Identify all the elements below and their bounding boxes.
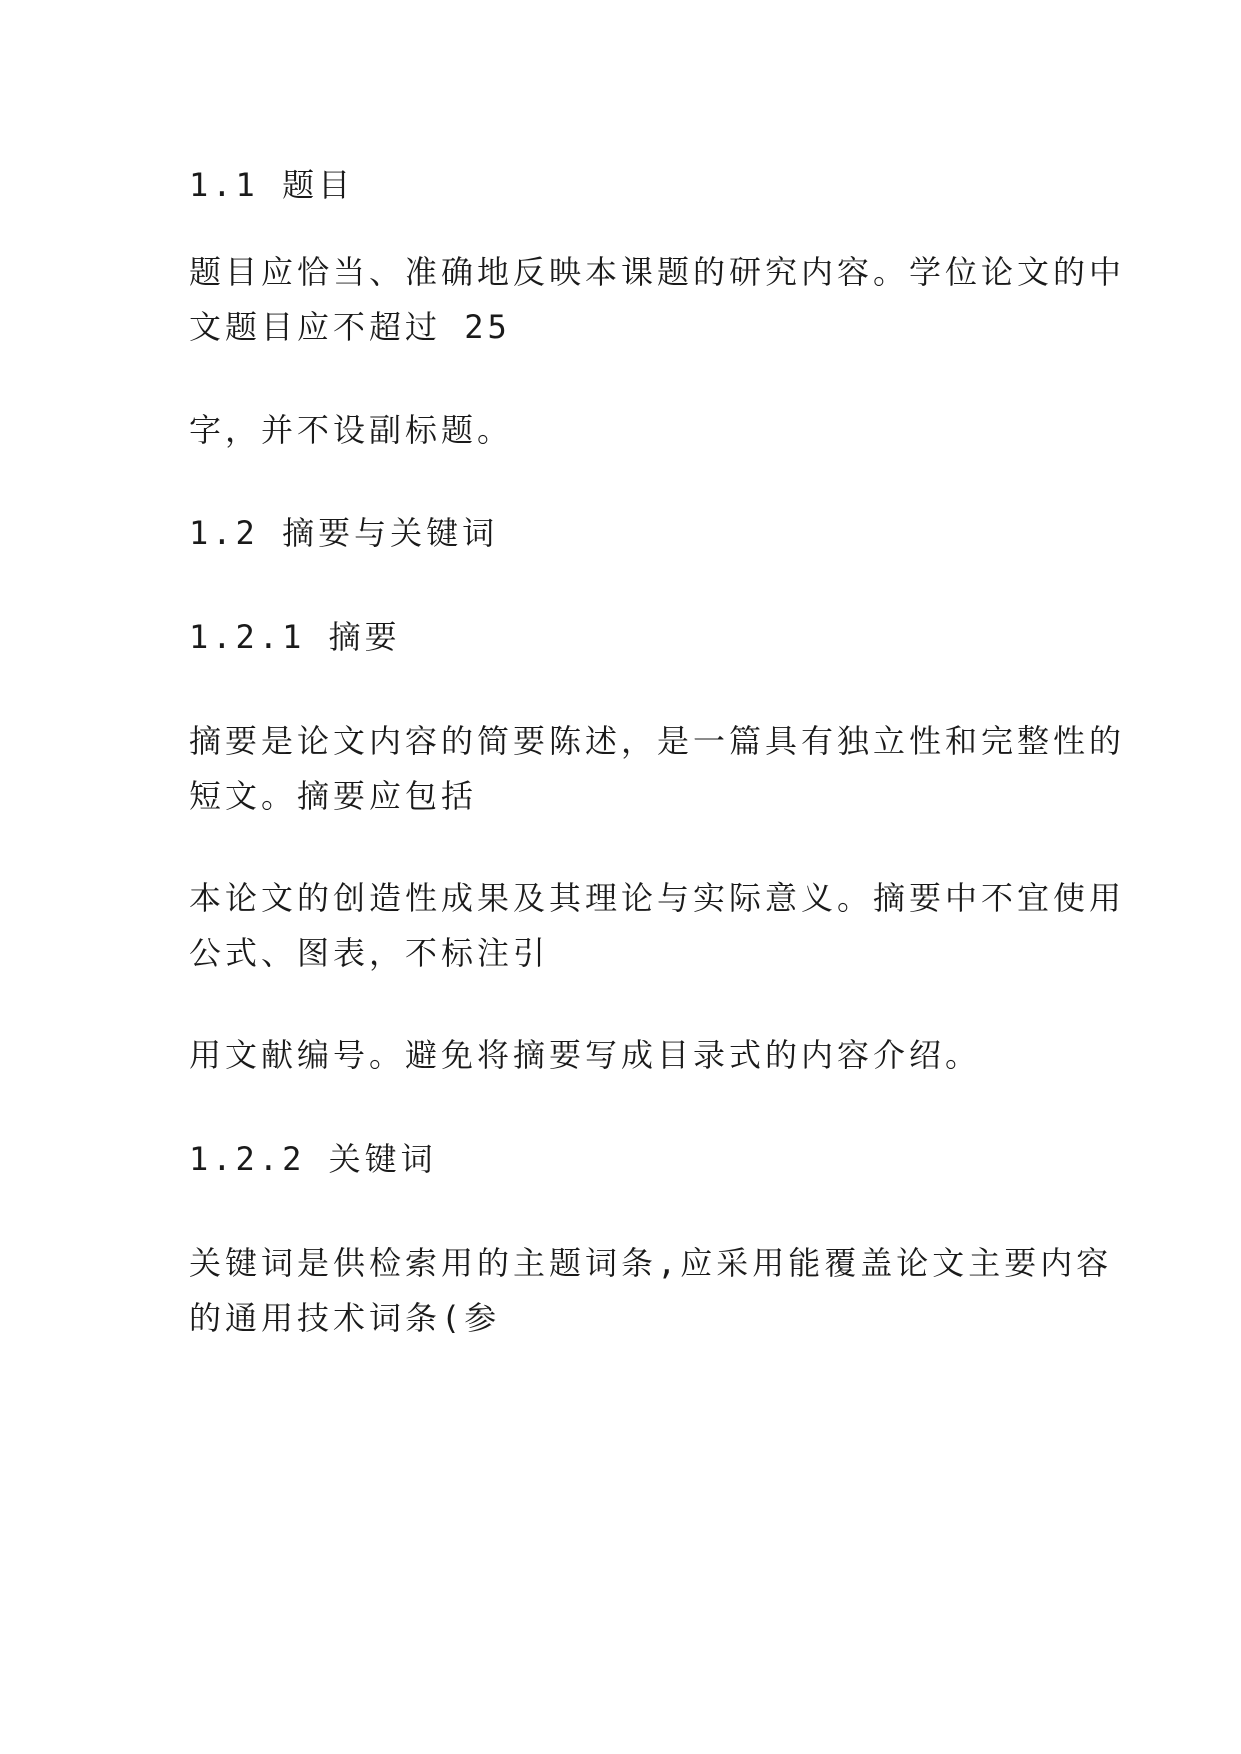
section-heading-abstract: 1.2.1 摘要: [189, 618, 401, 656]
paragraph-line: 文题目应不超过 25: [189, 308, 511, 346]
paragraph-line: 字，并不设副标题。: [189, 411, 514, 449]
paragraph-line: 题目应恰当、准确地反映本课题的研究内容。学位论文的中: [189, 253, 1126, 291]
section-heading-keywords: 1.2.2 关键词: [189, 1140, 437, 1178]
section-heading-abstract-keywords: 1.2 摘要与关键词: [189, 514, 499, 552]
paragraph-line: 公式、图表，不标注引: [189, 934, 550, 972]
paragraph-line: 短文。摘要应包括: [189, 777, 478, 815]
section-heading-title: 1.1 题目: [189, 166, 355, 204]
paragraph-line: 的通用技术词条(参: [189, 1299, 501, 1337]
paragraph-line: 本论文的创造性成果及其理论与实际意义。摘要中不宜使用: [189, 879, 1126, 917]
paragraph-line: 关键词是供检索用的主题词条,应采用能覆盖论文主要内容: [189, 1244, 1113, 1282]
paragraph-line: 用文献编号。避免将摘要写成目录式的内容介绍。: [189, 1036, 982, 1074]
paragraph-line: 摘要是论文内容的简要陈述，是一篇具有独立性和完整性的: [189, 722, 1126, 760]
